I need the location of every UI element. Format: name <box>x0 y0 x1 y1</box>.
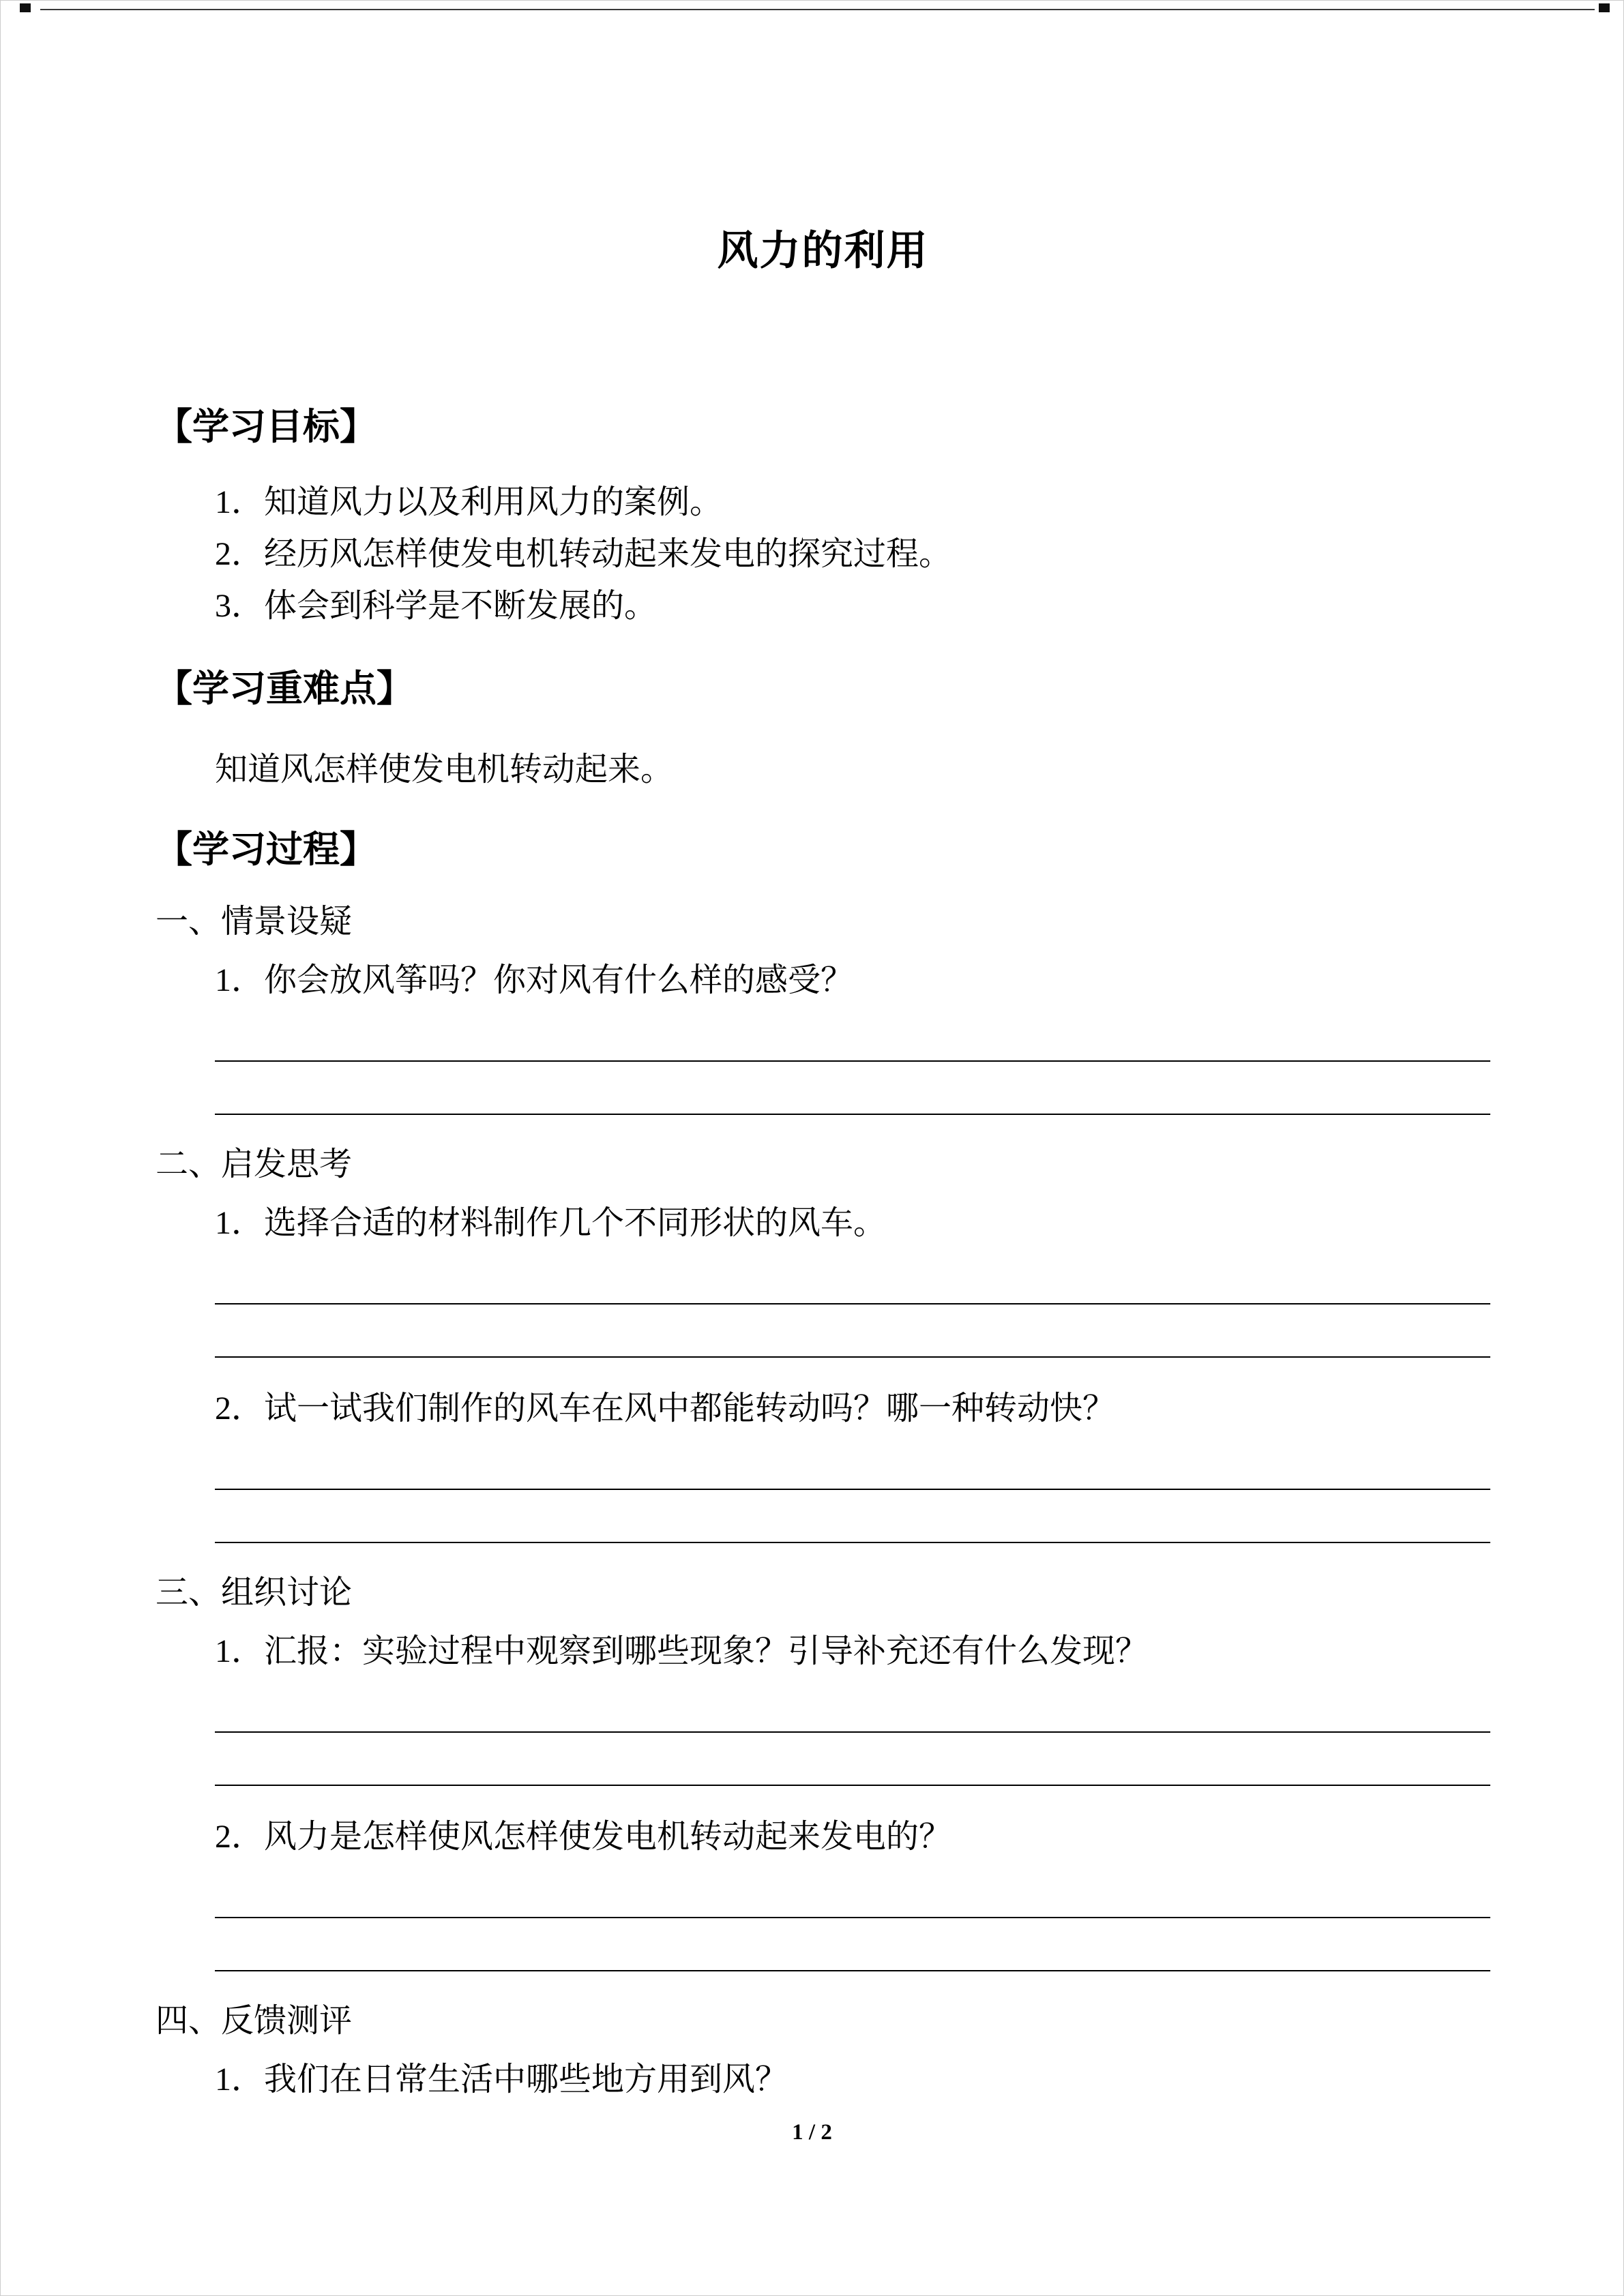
objectives-list <box>156 477 1490 632</box>
answer-line <box>215 1356 1490 1358</box>
question-text: 2．风力是怎样使风怎样使发电机转动起来发电的？ <box>215 1819 952 1855</box>
answer-line <box>215 1303 1490 1304</box>
subsection-inspire-thinking <box>156 1144 1490 1543</box>
subsection-heading: 三、组织讨论 <box>156 1575 353 1611</box>
scan-corner-mark-right <box>1599 3 1610 12</box>
question-text: 1．你会放风筝吗？你对风有什么样的感受？ <box>215 962 854 998</box>
answer-line <box>215 1970 1490 1971</box>
page-number: 1 / 2 <box>792 2120 832 2145</box>
question-text: 2．试一试我们制作的风车在风中都能转动吗？哪一种转动快？ <box>215 1390 1116 1427</box>
objective-item: 1．知道风力以及利用风力的案例。 <box>215 484 723 520</box>
section-heading-process: 【学习过程】 <box>156 829 377 870</box>
subsection-scenario <box>156 901 1490 1115</box>
subsection-heading: 二、启发思考 <box>156 1146 353 1182</box>
question-text: 1．汇报：实验过程中观察到哪些现象？引导补充还有什么发现？ <box>215 1633 1149 1669</box>
subsection-heading: 四、反馈测评 <box>156 2003 353 2039</box>
subsection-organize-discussion <box>156 1572 1490 1971</box>
question-text: 1．选择合适的材料制作几个不同形状的风车。 <box>215 1205 887 1241</box>
page-top-border <box>40 9 1595 10</box>
section-learning-process <box>156 827 1490 2101</box>
answer-line <box>215 1917 1490 1918</box>
document-title: 风力的利用 <box>717 228 929 273</box>
key-points-text: 知道风怎样使发电机转动起来。 <box>215 751 674 788</box>
answer-line <box>215 1060 1490 1062</box>
answer-line <box>215 1114 1490 1115</box>
document-content <box>1 1 1623 2101</box>
answer-line <box>215 1731 1490 1733</box>
section-key-points <box>156 666 1490 796</box>
answer-line <box>215 1785 1490 1786</box>
subsection-feedback-assessment <box>156 2000 1490 2101</box>
section-learning-objectives <box>156 404 1490 632</box>
subsection-heading: 一、情景设疑 <box>156 904 353 940</box>
answer-line <box>215 1489 1490 1490</box>
scan-corner-mark-left <box>20 3 31 12</box>
answer-line <box>215 1542 1490 1543</box>
objective-item: 3．体会到科学是不断发展的。 <box>215 588 658 624</box>
question-text: 1．我们在日常生活中哪些地方用到风？ <box>215 2061 788 2098</box>
section-heading-objectives: 【学习目标】 <box>156 406 377 447</box>
objective-item: 2．经历风怎样使发电机转动起来发电的探究过程。 <box>215 536 952 572</box>
section-heading-key-points: 【学习重难点】 <box>156 668 413 709</box>
